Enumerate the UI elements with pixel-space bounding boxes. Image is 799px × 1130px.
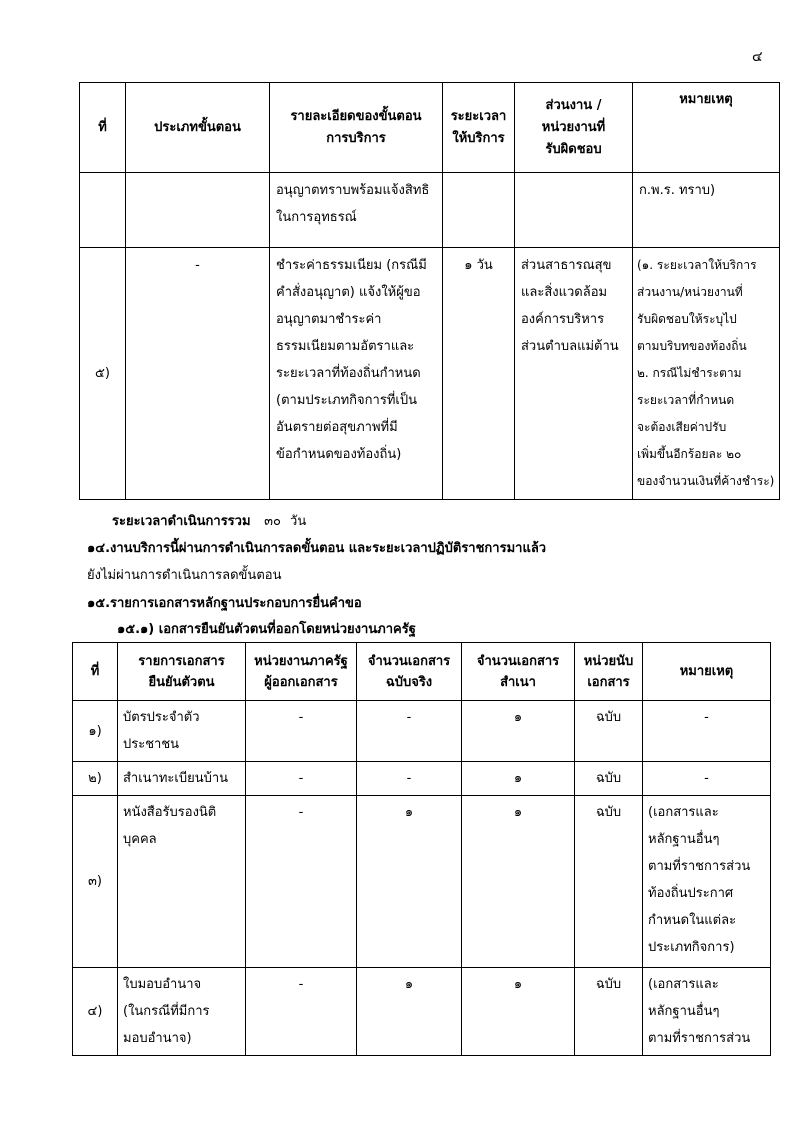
header-issuer: หน่วยงานภาครัฐ ผู้ออกเอกสาร [246,643,357,701]
cell-issuer: - [246,701,357,762]
cell-detail: ชำระค่าธรรมเนียม (กรณีมี คำสั่งอนุญาต) แจ้งให้ผู้ขอ อนุญาตมาชำระค่า ธรรมเนียมตามอัตราและ ระยะเวลาที่ท้องถิ่นกำหนด (ตามประเภทกิจการที่เป็น อันตรายต่อสุขภาพที่มี ข้อกำหนดของท้องถิ่น) [270,248,443,500]
cell-remark: - [643,762,771,796]
cell-doc: สำเนาทะเบียนบ้าน [118,762,246,796]
cell-doc: บัตรประจำตัว ประชาชน [118,701,246,762]
cell-step-type [126,173,270,248]
cell-doc: หนังสือรับรองนิติ บุคคล [118,796,246,968]
cell-unit: ฉบับ [575,796,643,968]
cell-unit: ฉบับ [575,701,643,762]
header-detail: รายละเอียดของขั้นตอน การบริการ [270,83,443,173]
header-remark: หมายเหตุ [643,643,771,701]
cell-unit: ฉบับ [575,968,643,1056]
cell-no: ๓) [73,796,118,968]
cell-copy: ๑ [462,968,575,1056]
cell-remark: (เอกสารและ หลักฐานอื่นๆ ตามที่ราชการส่วน [643,968,771,1056]
cell-original: ๑ [357,968,462,1056]
cell-issuer: - [246,762,357,796]
table-row [73,762,771,796]
cell-detail: อนุญาตทราบพร้อมแจ้งสิทธิ ในการอุทธรณ์ [270,173,443,248]
identity-documents-table [72,642,771,1056]
cell-no: ๑) [73,701,118,762]
header-original: จำนวนเอกสาร ฉบับจริง [357,643,462,701]
header-copy: จำนวนเอกสาร สำเนา [462,643,575,701]
table-row [73,796,771,968]
header-doc: รายการเอกสาร ยืนยันตัวตน [118,643,246,701]
table-row [73,701,771,762]
cell-copy: ๑ [462,796,575,968]
cell-original: - [357,701,462,762]
cell-no: ๔) [73,968,118,1056]
table-row [80,173,780,248]
header-unit: หน่วยนับ เอกสาร [575,643,643,701]
cell-remark: (๑. ระยะเวลาให้บริการ ส่วนงาน/หน่วยงานที่ รับผิดชอบให้ระบุไป ตามบริบทของท้องถิ่น ๒. กรณีไม่ชำระตาม ระยะเวลาที่กำหนด จะต้องเสียค่าปรับ เพิ่มขึ้นอีกร้อยละ ๒๐ ของจำนวนเงินที่ค้างชำระ) [633,248,780,500]
section14-body: ยังไม่ผ่านการดำเนินการลดขั้นตอน [87,568,282,583]
cell-unit: ฉบับ [575,762,643,796]
cell-duration: ๑ วัน [443,248,515,500]
cell-issuer: - [246,796,357,968]
section15-subtitle: ๑๕.๑) เอกสารยืนยันตัวตนที่ออกโดยหน่วยงานภาครัฐ [117,622,416,637]
cell-no: ๒) [73,762,118,796]
page-number: ๔ [752,49,763,65]
cell-original: ๑ [357,796,462,968]
table-row [73,968,771,1056]
service-steps-table [79,82,780,500]
header-remark: หมายเหตุ [633,83,780,173]
cell-step-type: - [126,248,270,500]
cell-original: - [357,762,462,796]
cell-remark: (เอกสารและ หลักฐานอื่นๆ ตามที่ราชการส่วน ท้องถิ่นประกาศ กำหนดในแต่ละ ประเภทกิจการ) [643,796,771,968]
header-unit: ส่วนงาน / หน่วยงานที่ รับผิดชอบ [515,83,633,173]
cell-copy: ๑ [462,762,575,796]
cell-remark: - [643,701,771,762]
cell-unit: ส่วนสาธารณสุข และสิ่งแวดล้อม องค์การบริหาร ส่วนตำบลแม่ต้าน [515,248,633,500]
table-header-row [73,643,771,701]
cell-remark: ก.พ.ร. ทราบ) [633,173,780,248]
cell-copy: ๑ [462,701,575,762]
table-row [80,248,780,500]
section14-title: ๑๔.งานบริการนี้ผ่านการดำเนินการลดขั้นตอน และระยะเวลาปฏิบัติราชการมาแล้ว [87,541,547,556]
total-time: ระยะเวลาดำเนินการรวม ๓๐ วัน [112,514,307,529]
cell-no [80,173,126,248]
header-no: ที่ [73,643,118,701]
cell-no: ๕) [80,248,126,500]
cell-duration [443,173,515,248]
header-no: ที่ [80,83,126,173]
section15-title: ๑๕.รายการเอกสารหลักฐานประกอบการยื่นคำขอ [87,596,362,611]
header-step-type: ประเภทขั้นตอน [126,83,270,173]
header-duration: ระยะเวลา ให้บริการ [443,83,515,173]
table-header-row [80,83,780,173]
cell-doc: ใบมอบอำนาจ (ในกรณีที่มีการ มอบอำนาจ) [118,968,246,1056]
cell-issuer: - [246,968,357,1056]
cell-unit [515,173,633,248]
